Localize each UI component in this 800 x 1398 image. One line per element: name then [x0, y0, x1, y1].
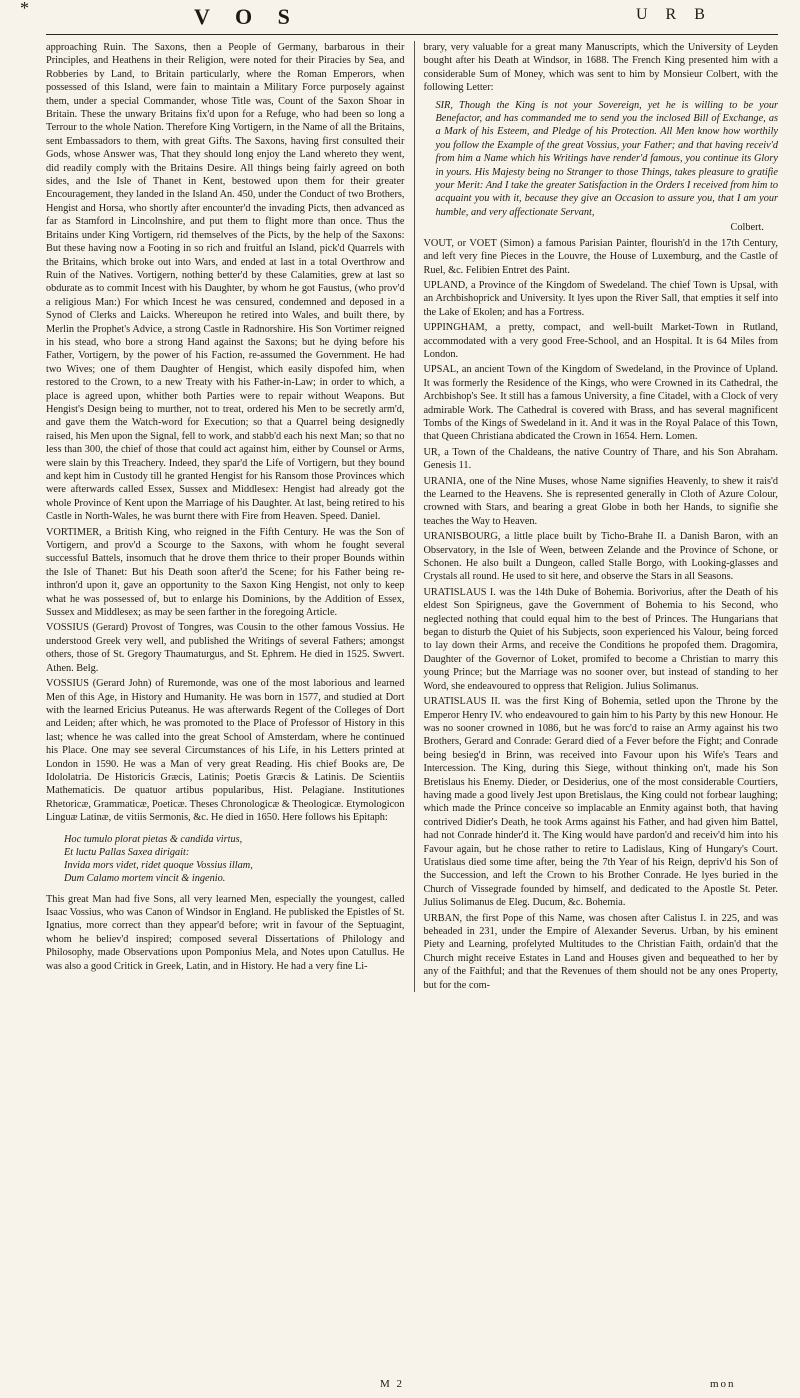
header-right-word: U R B — [636, 6, 712, 23]
epitaph-line: Invida mors videt, ridet quoque Vossius illam, — [64, 859, 253, 871]
paragraph-uratislaus-ii: URATISLAUS II. was the first King of Bohemia, setled upon the Throne by the Emperor Henry IV. who endeavoured to gain him to his Party by this new Honour. He was no sooner crowned in 1086, but he was forc'd to raise an Army against his two Brothers, Gerard and Conrade: Gerard died of a Fever before the Fight; and Conrade being besieg'd in Brinn, was received into Favour upon his Wife's Tears and Intercession. The King, during this Siege, without thinking on't, made his Son Bretislaus his Enemy. Dieder, or Desiderius, one of the most considerable Courtiers, having made a good lively Jest upon Bretislaus, the King could not forbear laughing; which made the Prince conceive so implacable an Enmity against both, that having contrived Didier's Death, he took Arms against his Father, and had given him Battel, had not Conrade hinder'd it. The King would have pardon'd and receiv'd him into his Favour again, but he chose rather to retire to Ladislaus, King of Hungary's Court. Uratislaus died some time after, being the 7th Year of his Reign, depriv'd his Son of the Succession, and left the Crown to his Brother Conrade. He lyes buried in the Church of Vissegrade founded by himself, and dedicated to the Apostle St. Peter. Julius Solimanus de Eleg. Ducum, &c. Bohemia. — [423, 696, 778, 909]
epitaph — [64, 833, 404, 885]
signature-mark: M 2 — [380, 1378, 405, 1390]
header-left-word: V O S — [194, 4, 300, 29]
paragraph-uratislaus-i: URATISLAUS I. was the 14th Duke of Bohemia. Borivorius, after the Death of his eldest Son Spirigneus, gave the Government of Bohemia to his Second, who neglected nothing that could equal him to the best of Princes. The Hungarians that began to disturb the Quiet of his Subjects, soon experienced his Valour, being forced to lay down their Arms, and receive the Conditions he propofed them. Dragomira, Daughter of the Governor of Loket, promifed to become a Christian to marry this young Prince; but the Marriage was no sooner over, but instead of standing to her Word, she endeavoured to oppress that Religion. Julius Solimanus. — [423, 586, 778, 692]
paragraph-vossius-gerard-john: VOSSIUS (Gerard John) of Ruremonde, was one of the most laborious and learned Men of this Age, in History and Humanity. He was born in 1577, and studied at Dort with the learned Ericius Puteanus. He was afterwards Regent of the Colleges of Dort and Leiden; after which, he was promoted to the Place of Professor of History in this last; whence he was called into the great School of Amsterdam, where he continued his Place. One may see several Circumstances of his Life, in his Letters printed at London in 1590. He was a Man of very great Reading. His chief Books are, De Idololatria. De Historicis Græcis, Latinis; Poetis Græcis & Latinis. De Scientiis Mathematicis. De quatuor artibus popularibus, Hist. Pelagiane. Institutiones Rhetoricæ, Grammaticæ, Poeticæ. Theses Chronologicæ & Theologicæ. Etymologicon Linguæ Latinæ, de vitiis Sermonis, &c. He died in 1650. Here follows his Epitaph: — [46, 678, 405, 824]
paragraph-uppingham: UPPINGHAM, a pretty, compact, and well-built Market-Town in Rutland, accommodated with a very good Free-School, and an Hospital. It is 64 Miles from London. — [423, 322, 778, 360]
page-footer — [380, 1378, 736, 1390]
paragraph-urania: URANIA, one of the Nine Muses, whose Name signifies Heavenly, to shew it rais'd the Learned to the Heavens. She is represented generally in Cloth of Azure Colour, crowned with Stars, and bearing a great Globe in both her Hands, to signifie she teaches the Way to Heaven. — [423, 475, 778, 527]
paragraph-isaac-vossius: This great Man had five Sons, all very learned Men, especially the youngest, called Isaac Vossius, who was Canon of Windsor in England. He publisked the Epistles of St. Ignatius, more correct than they appear'd before; writ in favour of the Septuagint, whom he believ'd inspired; composed several Dissertations of Philology and Philosophy, made Observations upon Pomponius Mela, and Notes upon Catullus. He was also a good Critick in Greek, Latin, and in History. He had a very fine Li- — [46, 893, 405, 972]
letter-signature: Colbert. — [730, 222, 764, 234]
left-column — [46, 41, 404, 992]
paragraph-vortimer: VORTIMER, a British King, who reigned in the Fifth Century. He was the Son of Vortigern, and prov'd a Scourge to the Saxons, with whom he fought several successful Battels, insomuch that he drove them thrice to their proper Bounds within the Isle of Thanet: But his Death soon after'd the Scene; for his Father being re-inthron'd upon it, gave an opportunity to the Saxon King Hengist, not only to keep what he was possessed of, but to enlarge his Dominions, by the Addition of Essex, Sussex and Middlesex; as may be seen farther in the foregoing Article. — [46, 526, 405, 619]
colbert-letter: SIR, Though the King is not your Sovereign, yet he is willing to be your Benefactor, and has commanded me to send you the inclosed Bill of Exchange, as a Mark of his Esteem, and Pledge of his Protection. All Men know how worthily you follow the Example of the great Vossius, your Father; and that having receiv'd from him a Name which his Writings have render'd famous, you continue its Glory in yours. His Majesty being no Stranger to those Things, takes pleasure to gratifie your Merit: And I take the greater Satisfaction in the Orders I received from him to acquaint you with it, because they give an Occasion to assure you, that I am your humble, and very affectionate Servant, — [435, 99, 778, 218]
paragraph-uranisbourg: URANISBOURG, a little place built by Ticho-Brahe II. a Danish Baron, with an Observatory, in the Isle of Ween, between Zelande and the Province of Schone, or Schonen. He also built a Dungeon, called Stalle Borgo, with Looking-glasses and Crystals all round. He used to sit here, and observe the Stars in all Seasons. — [423, 531, 778, 583]
paragraph-vortigern: approaching Ruin. The Saxons, then a People of Germany, barbarous in their Principles, and Heathens in their Religion, were noted for their Piracies by Sea, and Robberies by Land, to Britain particularly, where the Roman Emperors, when possessed of this Island, were fain to maintain a Military Force purposely against them, under a special Commander, whose Title was, Count of the Saxon Shoar in Britain. These the unwary Britains fix'd upon for a Refuge, who had been so long a Terrour to the whole Nation. Therefore King Vortigern, in the Name of all the Britains, sent Embassadors to them, with great Gifts. The Saxons, having first consulted their Gods, whose Answer was, That they should long enjoy the Land whereto they went, did readily comply with the Britains Desire. All things being fairly agreed on both sides, and the Isle of Thanet in Kent, bestowed upon them for their greater Encouragement, they landed in the Island An. 450, under the Conduct of two Brothers, Hengist and Horsa, who shortly after encounter'd the invading Picts, then advanced as far as Stamford in Lincolnshire, and put them to flight more than once. Thus the Britains under King Vortigern, rid themselves of the Picts, by the help of the Saxons: But these having now a Footing in so rich and fruitful an Island, pick'd Quarrels with the Britains, which broke out into Wars, and ended at last in a total Overthrow and Ruin of the Natives. Vortigern, nothing better'd by these Calamities, grew at last so obdurate as to commit Incest with his Daughter, by whom he got Faustus, (who prov'd a religious Man:) For which Incest he was censured, condemned and deposed in a Synod of Clerks and Laicks. Whereupon he retired into Wales, and built there, by Merlin the Prophet's Advice, a strong Castle in Radnorshire. His Son Vortimer reigned in his stead, who bore a strong Hand against the Saxons; but he dying before his Father, Vortigern, by the power of his Faction, re-assumed the Government. He had two Wives; one of them Daughter of Hengist, which easily dispofed him, when restored to the Crown, to a new Treaty with his Father-in-Law; in order to which, a place is agreed upon, whither both Parties were to repair without Weapons. But Hengist's Design being to murther, not to treat, ordered his Men to be secretly arm'd, and gave them the Watch-word for Execution; so that a Quarrel being designedly raised, his Men upon the Signal, fell to work, and stabb'd each his next Man; so that no less than 300, the chief of those that could act against him, either by Counsel or Arms, were slain by this Treachery. Indeed, they spar'd the Life of Vortigern, but they bound and kept him in Custody till he granted Hengist for his Ransom those Provinces which were afterwards called Essex, Sussex and Middlesex: Hengist had already got the whole Province of Kent upon the Marriage of his Daughter. At last, being retired to his Castle in North-Wales, he was burnt there with Fire from Heaven. Speed. Daniel. — [46, 42, 405, 523]
paragraph-vout: VOUT, or VOET (Simon) a famous Parisian Painter, flourish'd in the 17th Century, and left very fine Pieces in the Louvre, the House of Luxemburg, and the Castle of Ruel, &c. Felibien Entret des Paint. — [423, 237, 778, 276]
right-column — [414, 41, 778, 992]
paragraph-library: brary, very valuable for a great many Manuscripts, which the University of Leyden bought after his Death at Windsor, in 1688. The French King presented him with a considerable Sum of Money, which was sent to him by Monsieur Colbert, with the following Letter: — [423, 42, 778, 94]
paragraph-ur: UR, a Town of the Chaldeans, the native Country of Thare, and his Son Abraham. Genesis 11. — [423, 446, 778, 472]
catchword: mon — [710, 1378, 736, 1390]
paragraph-vossius-gerard: VOSSIUS (Gerard) Provost of Tongres, was Cousin to the other famous Vossius. He understood Greek very well, and published the Writings of several Fathers; amongst others, those of St. Gregory Thaumaturgus, and St. Ephrem. He died in 1525. Swvert. Athen. Belg. — [46, 622, 405, 674]
paragraph-upsal: UPSAL, an ancient Town of the Kingdom of Swedeland, in the Province of Upland. It was formerly the Residence of the Kings, who were Crowned in its Cathedral, the Archbishop's See. It still has a famous University, a fine Citadel, with a Clock of very admirable Work. The Cathedral is covered with Brass, and has several magnificent Tombs of the Kings of Swedeland in it. And it was in the Royal Palace of this Town, that Queen Christiana abdicated the Crown in 1654. Hern. Lomen. — [423, 364, 778, 443]
epitaph-line: Dum Calamo mortem vincit & ingenio. — [64, 872, 226, 884]
corner-mark: * — [20, 0, 29, 18]
paragraph-upland: UPLAND, a Province of the Kingdom of Swedeland. The chief Town is Upsal, with an Archbishoprick and University. It lyes upon the River Sall, that empties it self into the Lake of Ekolen; and has a Fortress. — [423, 279, 778, 318]
running-header — [20, 0, 778, 35]
epitaph-line: Hoc tumulo plorat pietas & candida virtus, — [64, 833, 243, 845]
epitaph-line: Et luctu Pallas Saxea dirigait: — [64, 846, 190, 858]
paragraph-urban: URBAN, the first Pope of this Name, was chosen after Calistus I. in 225, and was beheaded in 231, under the Empire of Alexander Severus. Urban, by his eminent Piety and Learning, profelyted Multitudes to the Christian Faith, ordain'd that the Church might receive Estates in Land and Houses given and bequeathed to her by any of the Faithful; and that the Revenues of them should not be any ones Property, but for the com- — [423, 912, 778, 991]
text-columns — [46, 41, 778, 992]
